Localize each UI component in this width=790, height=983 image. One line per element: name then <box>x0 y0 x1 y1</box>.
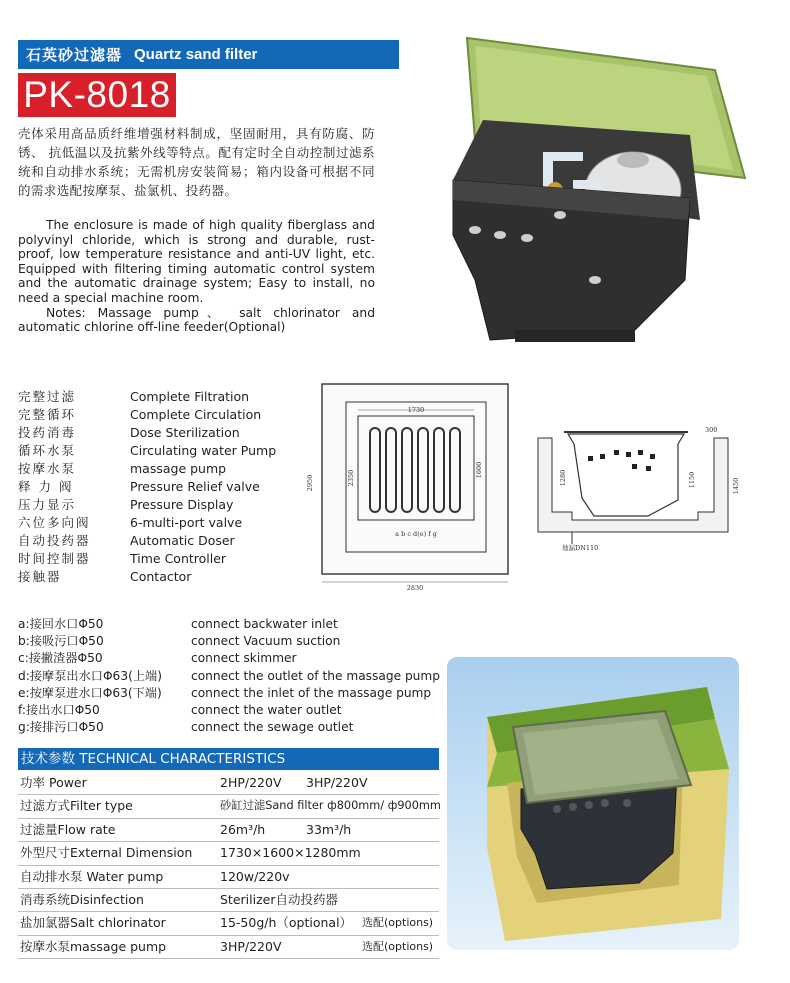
feature-cn: 六位多向阀 <box>18 515 91 530</box>
spec-row <box>18 866 439 889</box>
connection-item <box>18 702 448 719</box>
feature-en: Pressure Relief valve <box>130 479 260 494</box>
connection-en: connect backwater inlet <box>191 617 338 631</box>
feature-item <box>18 460 308 478</box>
description-en-main: The enclosure is made of high quality fiberglass and polyvinyl chloride, which is strong and durable, rust-proof, low temperature resistance and anti-UV light, etc. Equipped with filtering timing automatic control system and the automatic drainage system; Easy to install, no need a special machine room. <box>18 218 375 305</box>
feature-cn: 完整循环 <box>18 407 77 422</box>
spec-value: 砂缸过滤Sand filter ф800mm/ ф900mm <box>220 799 441 813</box>
connection-cn: e:按摩泵进水口Φ63(下端) <box>18 685 162 700</box>
spec-label: 过滤量Flow rate <box>20 821 116 837</box>
connection-en: connect the outlet of the massage pump <box>191 668 441 683</box>
plan-dim-outer-width: 2830 <box>406 584 424 592</box>
section-view-drawing <box>528 420 750 552</box>
section-dim-top: 300 <box>705 426 718 434</box>
connection-en: connect the water outlet <box>191 702 342 717</box>
product-photo-enclosure <box>445 30 765 350</box>
connection-cn: b:接吸污口Φ50 <box>18 634 104 649</box>
feature-cn: 按摩水泵 <box>18 461 77 476</box>
port-icon <box>469 226 481 234</box>
description-en <box>18 218 375 335</box>
spec-heading: 技术参数 TECHNICAL CHARACTERISTICS <box>18 748 439 770</box>
feature-item <box>18 532 308 550</box>
plan-dim-inner: 1600 <box>475 461 483 479</box>
feature-en: Pressure Display <box>130 497 234 512</box>
spec-value: 120w/220v <box>220 868 290 884</box>
spec-value-2: 3HP/220V <box>306 775 368 790</box>
section-dim-b: 1150 <box>688 471 696 489</box>
feature-item <box>18 424 308 442</box>
spec-option: 选配(options) <box>362 939 434 953</box>
feature-item <box>18 550 308 568</box>
connection-item <box>18 616 448 633</box>
connection-item <box>18 650 448 667</box>
connection-cn: c:接撇渣器Φ50 <box>18 651 103 666</box>
feature-cn: 接触器 <box>18 569 62 584</box>
spec-row <box>18 795 439 818</box>
connection-item <box>18 633 448 650</box>
plan-port-labels: a b c d(e) f g <box>395 530 437 538</box>
feature-item <box>18 496 308 514</box>
plan-view-drawing <box>300 378 522 594</box>
spec-label: 自动排水泵 Water pump <box>20 868 164 884</box>
feature-cn: 自动投药器 <box>18 533 91 548</box>
plan-dim-height-outer: 2950 <box>306 474 314 492</box>
spec-row <box>18 889 439 912</box>
feature-cn: 完整过滤 <box>18 389 77 404</box>
installation-illustration <box>447 657 739 950</box>
spec-label: 按摩水泵massage pump <box>20 938 167 954</box>
section-dim-a: 1280 <box>559 469 567 487</box>
plan-dim-inner-width: 1730 <box>407 406 425 414</box>
spec-value: 2HP/220V <box>220 775 282 790</box>
feature-cn: 投药消毒 <box>18 425 77 440</box>
feature-item <box>18 388 308 406</box>
feature-cn: 压力显示 <box>18 497 77 512</box>
spec-row <box>18 772 439 795</box>
spec-label: 功率 Power <box>20 775 87 790</box>
connection-list <box>18 616 448 736</box>
description-cn: 壳体采用高品质纤维增强材料制成，坚固耐用，具有防腐、防锈、 抗低温以及抗紫外线等特点。配有定时全自动控制过滤系统和自动排水系统；无需机房安装简易；箱内设备可根据不同的需求选配按摩泵、盐氯机、投药器。 <box>18 126 375 198</box>
description-en-notes: Notes: Massage pump、 salt chlorinator and automatic chlorine off-line feeder(Optional) <box>18 305 375 335</box>
feature-en: massage pump <box>130 461 227 476</box>
feature-item <box>18 478 308 496</box>
connection-item <box>18 685 448 702</box>
feature-en: Contactor <box>130 569 192 584</box>
spec-value: 15-50g/h（optional） <box>220 915 353 931</box>
feature-item <box>18 406 308 424</box>
connection-item <box>18 668 448 685</box>
feature-en: Automatic Doser <box>130 533 235 548</box>
spec-table <box>18 772 439 959</box>
spec-value: 26m³/h <box>220 821 266 837</box>
spec-value: 1730×1600×1280mm <box>220 845 361 861</box>
connection-cn: d:接摩泵出水口Φ63(上端) <box>18 668 162 683</box>
section-drain-label: 地漏DN110 <box>562 544 599 552</box>
feature-en: Time Controller <box>130 551 227 566</box>
spec-label: 盐加氯器Salt chlorinator <box>20 915 166 931</box>
feature-en: Circulating water Pump <box>130 443 277 458</box>
feature-cn: 循环水泵 <box>18 443 77 458</box>
spec-row <box>18 912 439 935</box>
spec-row <box>18 819 439 842</box>
spec-option: 选配(options) <box>362 916 434 930</box>
title-en: Quartz sand filter <box>134 46 258 63</box>
spec-row <box>18 936 439 959</box>
spec-row <box>18 842 439 865</box>
spec-value-2: 33m³/h <box>306 821 352 837</box>
spec-label: 外型尺寸External Dimension <box>20 845 193 861</box>
feature-item <box>18 442 308 460</box>
connection-en: connect the inlet of the massage pump <box>191 685 432 700</box>
section-dim-c: 1450 <box>732 477 740 495</box>
feature-en: 6-multi-port valve <box>130 515 243 530</box>
section-title-bar <box>18 40 399 69</box>
feature-cn: 释 力 阀 <box>18 479 74 494</box>
plan-dim-height-inner: 2350 <box>347 469 355 487</box>
connection-en: connect Vacuum suction <box>191 634 341 649</box>
spec-value: 3HP/220V <box>220 938 282 954</box>
connection-cn: a:接回水口Φ50 <box>18 617 104 631</box>
spec-value: Sterilizer自动投药器 <box>220 891 338 907</box>
feature-item <box>18 568 308 586</box>
model-number: PK-8018 <box>18 73 176 117</box>
feature-item <box>18 514 308 532</box>
feature-cn: 时间控制器 <box>18 551 91 566</box>
spec-label: 过滤方式Filter type <box>20 798 133 814</box>
connection-cn: f:接出水口Φ50 <box>18 702 100 717</box>
connection-cn: g:接排污口Φ50 <box>18 720 104 735</box>
feature-list <box>18 388 308 586</box>
feature-en: Complete Circulation <box>130 407 262 422</box>
connection-item <box>18 719 448 736</box>
feature-en: Dose Sterilization <box>130 425 240 440</box>
feature-en: Complete Filtration <box>130 389 250 404</box>
connection-en: connect skimmer <box>191 651 297 666</box>
title-cn: 石英砂过滤器 <box>26 46 123 64</box>
connection-en: connect the sewage outlet <box>191 720 354 735</box>
spec-label: 消毒系统Disinfection <box>20 891 144 907</box>
